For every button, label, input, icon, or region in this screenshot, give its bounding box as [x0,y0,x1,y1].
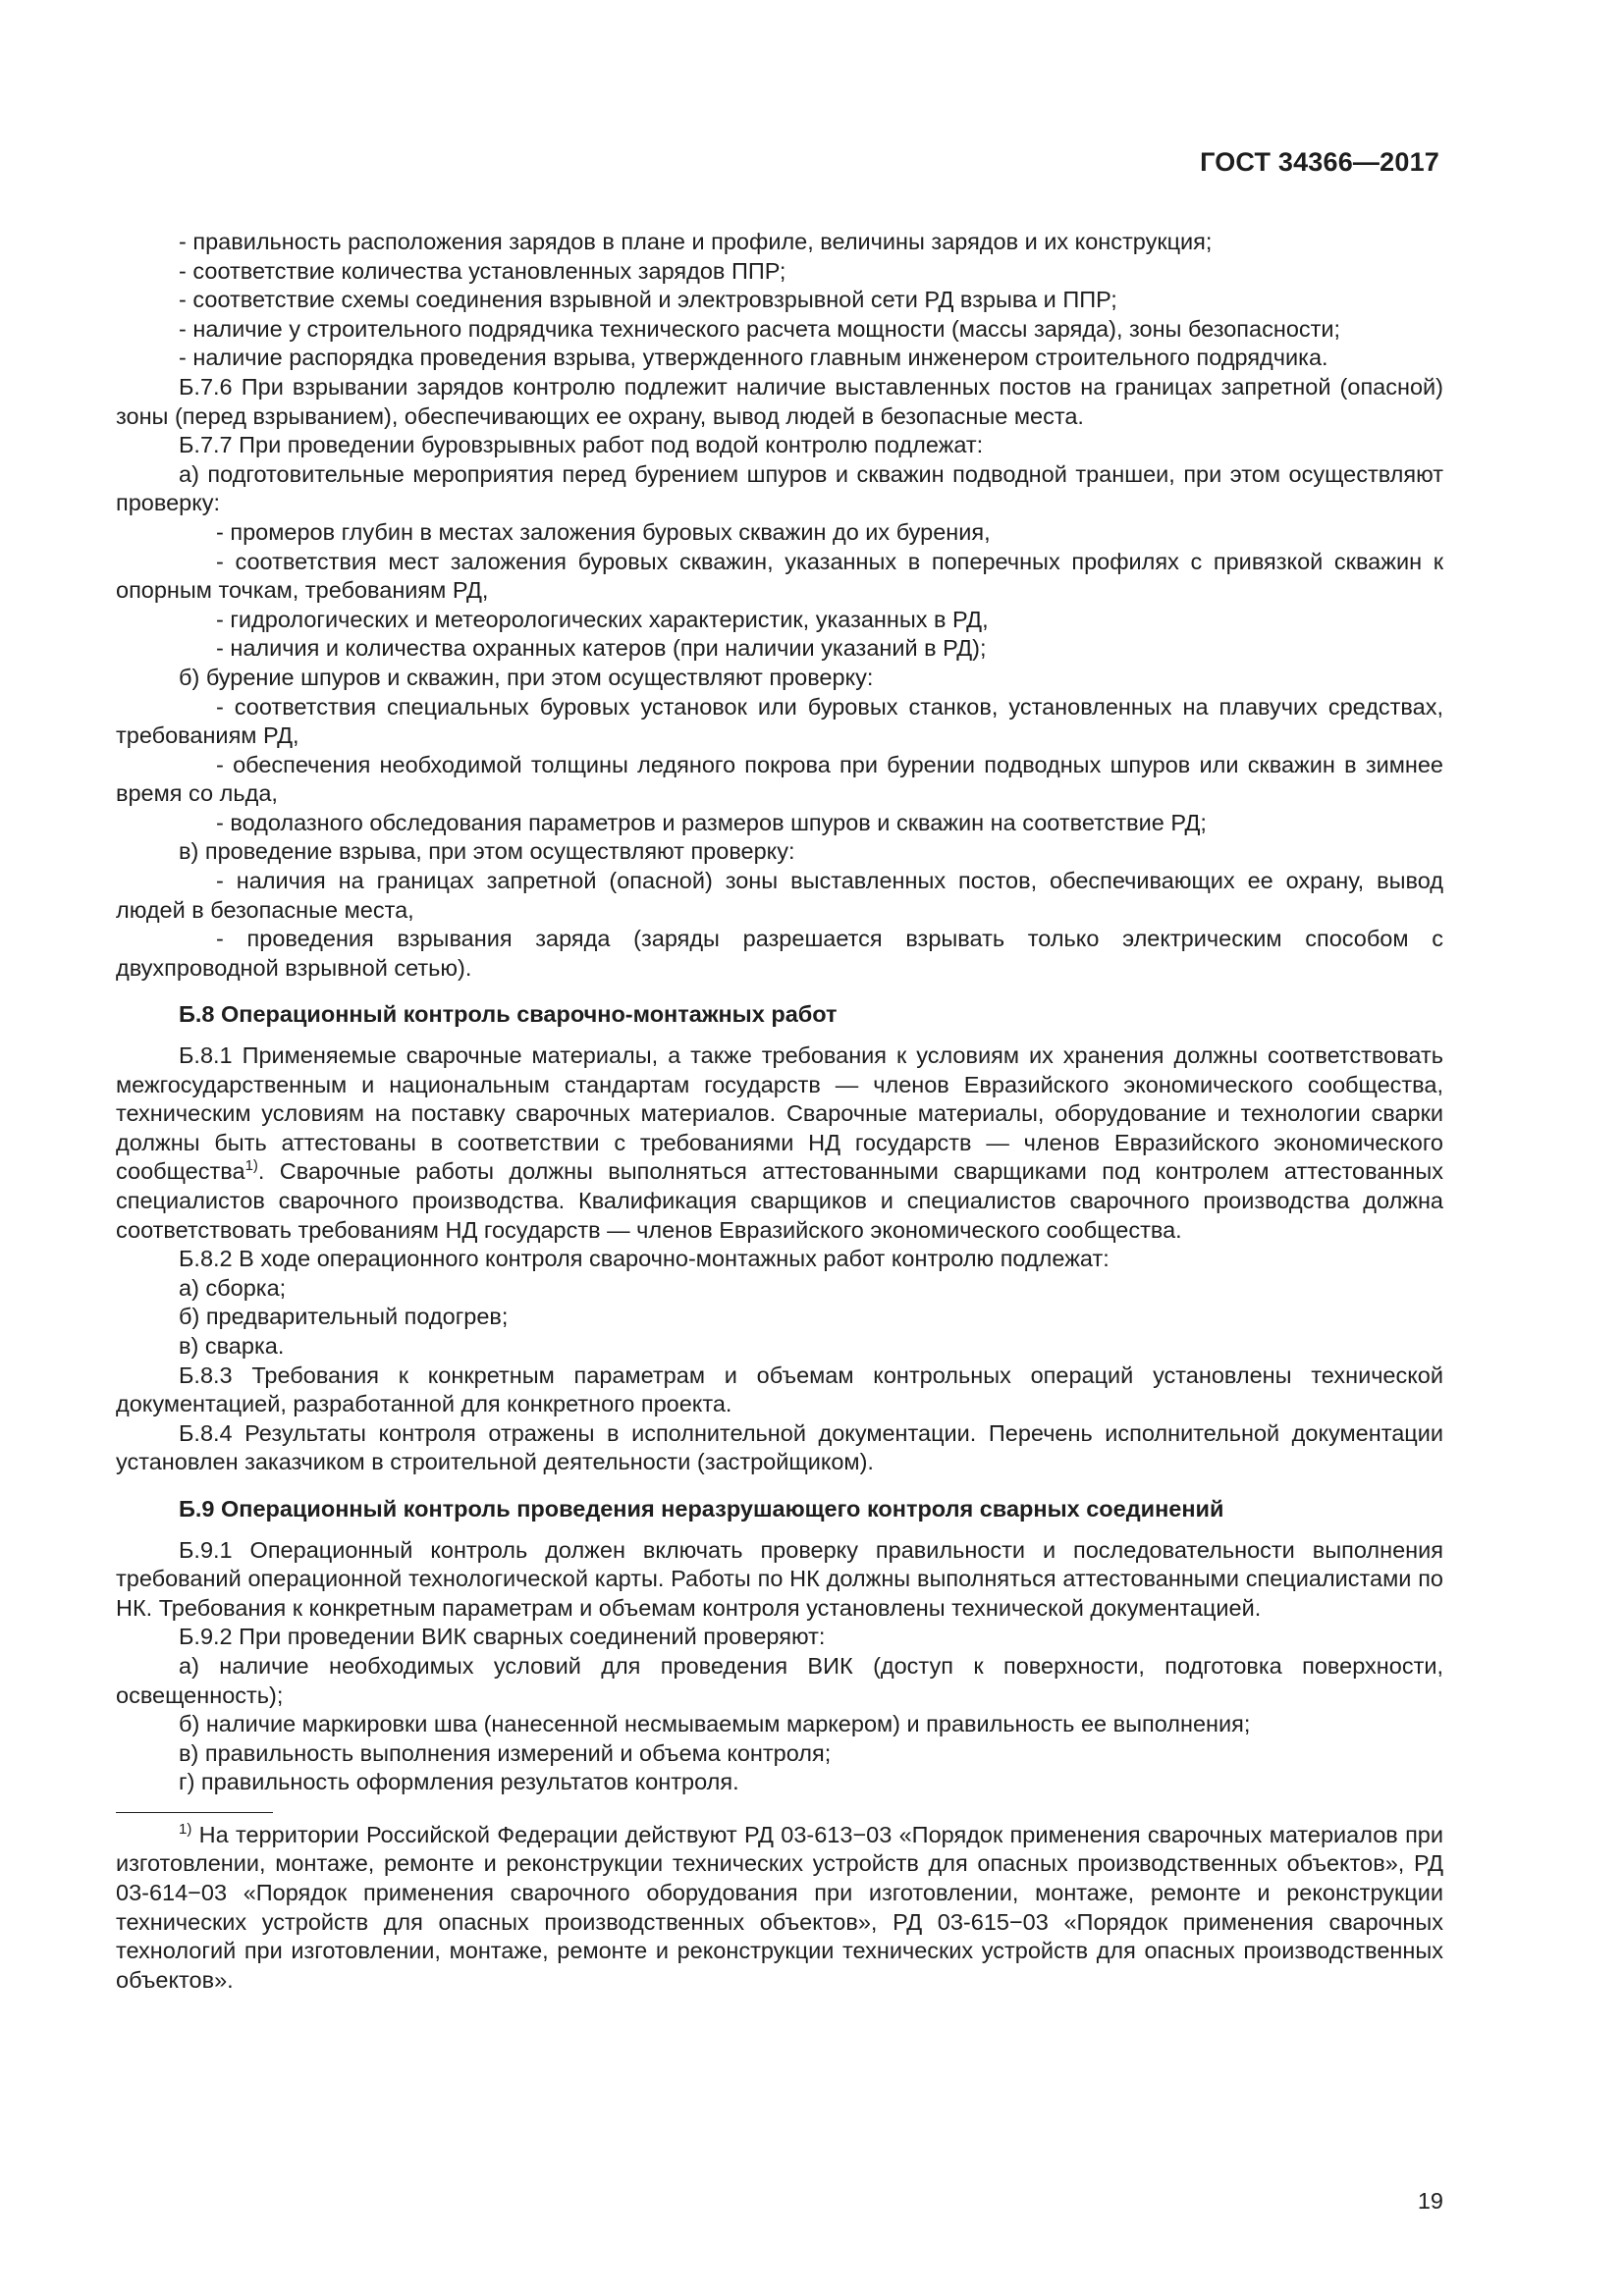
paragraph: Б.7.7 При проведении буровзрывных работ под водой контролю подлежат: [179,432,984,458]
paragraph-text: Б.8.1 Применяемые сварочные материалы, а также требования к условиям их хранения должны соответствовать межгосударственным и национальным стандартам государств — членов Евразийского экономического сообщества, техническим условиям на поставку сварочных материалов. Сварочные материалы, оборудование и технологии сварки должны быть аттестованы в соответствии с требованиями НД государств — членов Евразийского экономического сообщества [116,1042,1443,1185]
paragraph: - соответствие схемы соединения взрывной и электровзрывной сети РД взрыва и ППР; [179,287,1117,313]
paragraph: б) бурение шпуров и скважин, при этом осуществляют проверку: [179,664,874,690]
paragraph: - наличия и количества охранных катеров (при наличии указаний в РД); [216,635,987,662]
paragraph: - правильность расположения зарядов в плане и профиле, величины зарядов и их конструкция; [179,229,1213,254]
paragraph-text: . Сварочные работы должны выполняться аттестованными сварщиками под контролем аттестованных специалистов сварочного производства. Квалификация сварщиков и специалистов сварочного производства должна соответствовать требованиям НД государств — членов Евразийского экономического сообщества. [116,1158,1443,1243]
page-number: 19 [1417,2188,1443,2214]
paragraph: в) правильность выполнения измерений и объема контроля; [179,1739,832,1766]
paragraph: - водолазного обследования параметров и размеров шпуров и скважин на соответствие РД; [216,809,1207,835]
paragraph: Б.8.2 В ходе операционного контроля сварочно-монтажных работ контролю подлежат: [179,1246,1110,1272]
paragraph: - соответствие количества установленных зарядов ППР; [179,257,786,284]
paragraph: а) подготовительные мероприятия перед бурением шпуров и скважин подводной траншеи, при этом осуществляют проверку: [116,460,1443,516]
paragraph: - наличие у строительного подрядчика технического расчета мощности (массы заряда), зоны безопасности; [179,315,1341,342]
paragraph: - соответствия мест заложения буровых скважин, указанных в поперечных профилях с привязкой скважин к опорным точкам, требованиям РД, [116,548,1443,604]
paragraph: в) сварка. [179,1332,285,1359]
footnote-separator [116,1812,273,1813]
paragraph: Б.9.1 Операционный контроль должен включать проверку правильности и последовательности выполнения требований операционной технологической карты. Работы по НК должны выполняться аттестованными специалистами по НК. Требования к конкретным параметрам и объемам контроля установлены технической документацией. [116,1536,1443,1621]
paragraph: - гидрологических и метеорологических характеристик, указанных в РД, [216,606,989,632]
paragraph: а) наличие необходимых условий для проведения ВИК (доступ к поверхности, подготовка поверхности, освещенность); [116,1652,1443,1708]
paragraph: г) правильность оформления результатов контроля. [179,1769,739,1795]
paragraph: - промеров глубин в местах заложения буровых скважин до их бурения, [216,518,991,545]
paragraph: Б.7.6 При взрывании зарядов контролю подлежит наличие выставленных постов на границах запретной (опасной) зоны (перед взрыванием), обеспечивающих ее охрану, вывод людей в безопасные места. [116,373,1443,429]
footnote-text: На территории Российской Федерации действуют РД 03-613−03 «Порядок применения сварочных материалов при изготовлении, монтаже, ремонте и реконструкции технических устройств для опасных производственных объектов», РД 03-614−03 «Порядок применения сварочного оборудования при изготовлении, монтаже, ремонте и реконструкции технических устройств для опасных производственных объектов», РД 03-615−03 «Порядок применения сварочных технологий при изготовлении, монтаже, ремонте и реконструкции технических устройств для опасных производственных объектов». [116,1821,1443,1993]
footnote-reference: 1) [244,1157,258,1175]
paragraph: в) проведение взрыва, при этом осуществляют проверку: [179,838,795,865]
paragraph: - наличия на границах запретной (опасной) зоны выставленных постов, обеспечивающих ее охрану, вывод людей в безопасные места, [116,868,1443,923]
paragraph: б) предварительный подогрев; [179,1304,509,1330]
footnote-mark: 1) [179,1821,192,1839]
paragraph: б) наличие маркировки шва (нанесенной несмываемым маркером) и правильность ее выполнения; [179,1711,1251,1737]
paragraph: - обеспечения необходимой толщины ледяного покрова при бурении подводных шпуров или скважин в зимнее время со льда, [116,751,1443,807]
paragraph: а) сборка; [179,1274,287,1301]
paragraph: - наличие распорядка проведения взрыва, утвержденного главным инженером строительного подрядчика. [179,345,1328,371]
paragraph: Б.8.4 Результаты контроля отражены в исполнительной документации. Перечень исполнительной документации установлен заказчиком в строительной деятельности (застройщиком). [116,1419,1443,1475]
document-body [116,228,1443,1995]
paragraph: Б.9.2 При проведении ВИК сварных соединений проверяют: [179,1624,826,1650]
paragraph: Б.8.3 Требования к конкретным параметрам и объемам контрольных операций установлены технической документацией, разработанной для конкретного проекта. [116,1362,1443,1417]
paragraph: - проведения взрывания заряда (заряды разрешается взрывать только электрическим способом с двухпроводной взрывной сетью). [116,926,1443,981]
footnote [116,1821,1443,1996]
document-standard-id: ГОСТ 34366—2017 [1200,147,1439,177]
paragraph: - соответствия специальных буровых установок или буровых станков, установленных на плавучих средствах, требованиям РД, [116,693,1443,749]
section-heading: Б.9 Операционный контроль проведения неразрушающего контроля сварных соединений [179,1495,1224,1522]
paragraph [116,1041,1443,1245]
section-heading: Б.8 Операционный контроль сварочно-монтажных работ [179,1001,838,1028]
